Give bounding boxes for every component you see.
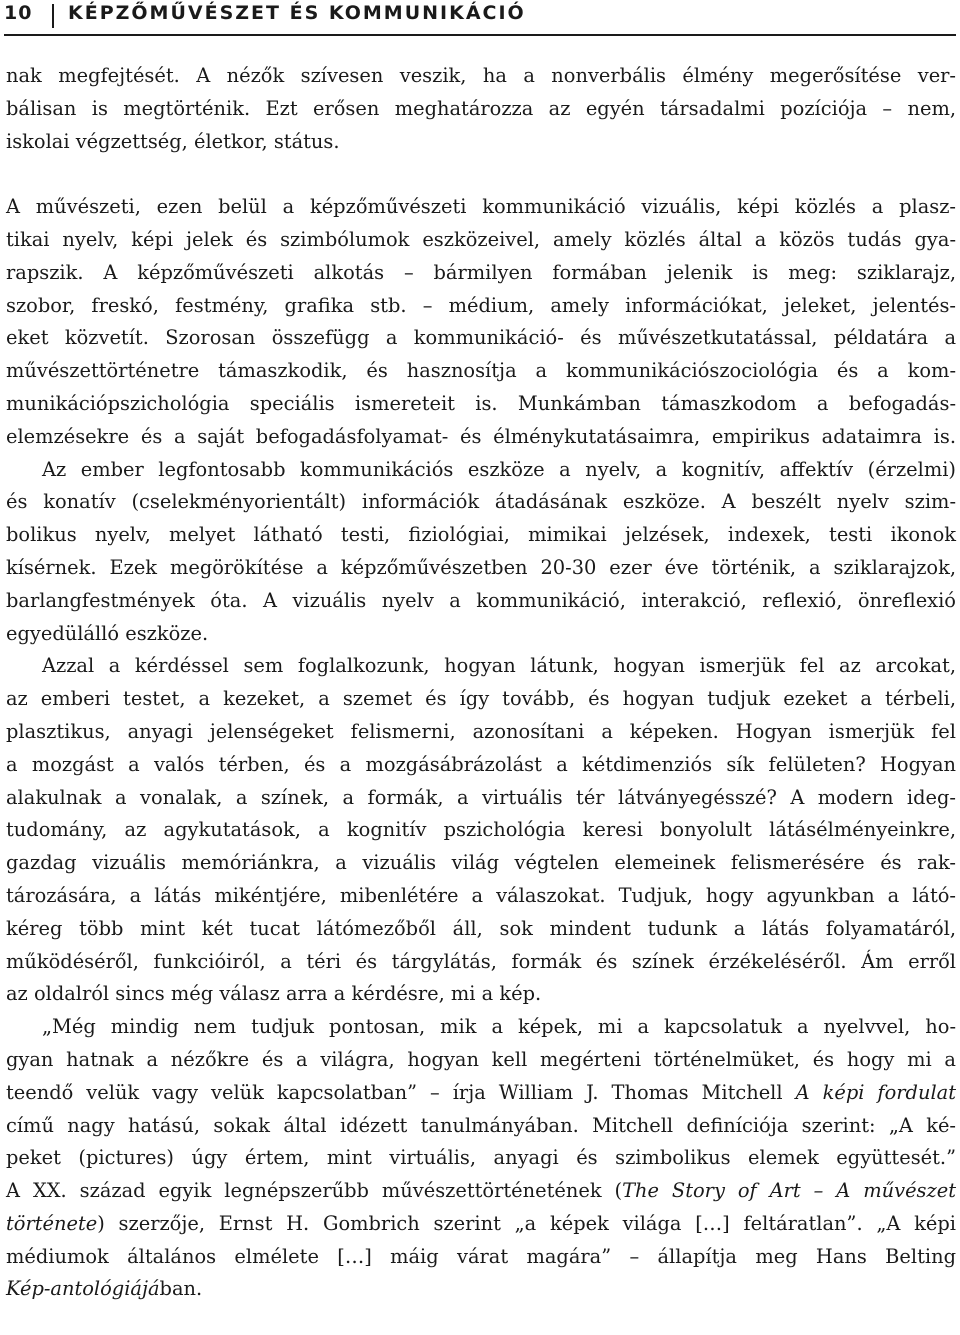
italic-title: Kép-antológiájá [6,1277,160,1301]
running-head [0,0,960,38]
text-line: kéreg több mint két tucat látómezőből áll, sok mindent tudunk a látás folyamatáról, [6,916,956,940]
italic-title: The Story of Art – A művészet [622,1179,956,1203]
text-line: nak megfejtését. A nézők szívesen veszik, ha a nonverbális élmény megerősítése ver- [6,64,956,87]
text-line: című nagy hatású, sokak által idézett tanulmányában. Mitchell definíciója szerint: „A ké- [6,1113,956,1137]
text-line: az oldalról sincs még válasz arra a kérdésre, mi a kép. [6,982,542,1006]
text-line: A XX. század egyik legnépszerűbb művészettörténetének (The Story of Art – A művészet [6,1179,956,1203]
text-line: elemzésekre és a saját befogadásfolyamat- és élménykutatásaimra, empirikus adataimra is. [6,424,956,448]
text-line: egyedülálló eszköze. [6,621,209,645]
text-line: bálisan is megtörténik. Ezt erősen meghatározza az egyén társadalmi pozíciója – nem, [6,96,956,120]
text-line: A művészeti, ezen belül a képzőművészeti kommunikáció vizuális, képi közlés a plasz- [6,195,956,219]
text-line: munikációpszichológia speciális ismereteit is. Munkámban támaszkodom a befogadás- [6,391,956,415]
paragraph-3 [6,454,956,651]
text-line: peket (pictures) úgy értem, mint virtuális, anyagi és szimbolikus elemek együttesét.” [6,1146,956,1170]
text-line: gazdag vizuális memóriánkra, a vizuális világ végtelen elemeinek felismerésére és rak- [6,851,956,875]
text-line: bolikus nyelv, melyet látható testi, fiziológiai, mimikai jelzések, indexek, testi ikonok [6,523,956,547]
text-line: barlangfestmények óta. A vizuális nyelv a kommunikáció, interakció, reflexió, önreflexió [6,588,956,612]
text-line: tudomány, az agykutatások, a kognitív pszichológia keresi bonyolult látásélményeinkre, [6,818,956,842]
text-line: Azzal a kérdéssel sem foglalkozunk, hogyan látunk, hogyan ismerjük fel az arcokat, [42,654,956,678]
text-line: plasztikus, anyagi jelenségeket felismerni, azonosítani a képeken. Hogyan ismerjük fel [6,719,956,743]
text-line: alakulnak a vonalak, a színek, a formák, a virtuális tér látványegésszé? A modern ideg- [6,785,956,809]
text-line: és konatív (cselekményorientált) információk átadásának eszköze. A beszélt nyelv szim- [6,490,956,514]
text-line: eket közvetít. Szorosan összefügg a kommunikáció- és művészetkutatással, példatára a [6,326,956,350]
italic-title: A képi fordulat [795,1080,956,1104]
text-line: tározására, a látás mikéntjére, mibenlétére a válaszokat. Tudjuk, hogy agyunkban a látó- [6,883,956,907]
text-line: rapszik. A képzőművészeti alkotás – bármilyen formában jelenik is meg: sziklarajz, [6,260,956,284]
body-text [6,60,956,1306]
paragraph-2 [6,191,956,453]
text-line: Az ember legfontosabb kommunikációs eszköze a nyelv, a kognitív, affektív (érzelmi) [42,457,956,481]
italic-title: története [6,1211,98,1235]
text-line: szobor, freskó, festmény, grafika stb. – médium, amely információkat, jeleket, jelentés- [6,293,956,317]
paragraph-1 [6,60,956,158]
text-line: története) szerzője, Ernst H. Gombrich szerint „a képek világa […] feltáratlan”. „A képi [6,1211,956,1235]
section-title: KÉPZŐMŰVÉSZET ÉS KOMMUNIKÁCIÓ [68,2,526,24]
text-line: tikai nyelv, képi jelek és szimbólumok eszközeivel, amely közlés által a közös tudás gya- [6,227,956,251]
text-line: teendő velük vagy velük kapcsolatban” – írja William J. Thomas Mitchell A képi fordulat [6,1080,956,1104]
paragraph-4 [6,650,956,1011]
paragraph-5 [6,1011,956,1306]
text-line: művészettörténetre támaszkodik, és hasznosítja a kommunikációszociológia és a kom- [6,359,956,383]
header-divider [52,4,54,28]
page-number: 10 [4,2,33,24]
text-line: Kép-antológiájában. [6,1277,203,1301]
text-line: az emberi testet, a kezeket, a szemet és így tovább, és hogyan tudjuk ezeket a térbeli, [6,687,956,711]
text-line: kísérnek. Ezek megörökítése a képzőművészetben 20-30 ezer éve történik, a sziklarajzok, [6,555,956,579]
text-line: működéséről, funkcióiról, a téri és tárgylátás, formák és színek érzékeléséről. Ám erről [6,949,956,973]
text-line: médiumok általános elmélete […] máig várat magára” – állapítja meg Hans Belting [6,1244,956,1268]
text-line: „Még mindig nem tudjuk pontosan, mik a képek, mi a kapcsolatuk a nyelvvel, ho- [42,1015,956,1039]
text-line: gyan hatnak a nézőkre és a világra, hogyan kell megérteni történelmüket, és hogy mi a [6,1047,956,1071]
text-line: a mozgást a valós térben, és a mozgásábrázolást a kétdimenziós sík felületen? Hogyan [6,752,956,776]
header-rule [4,34,956,36]
text-line: iskolai végzettség, életkor, státus. [6,129,340,153]
